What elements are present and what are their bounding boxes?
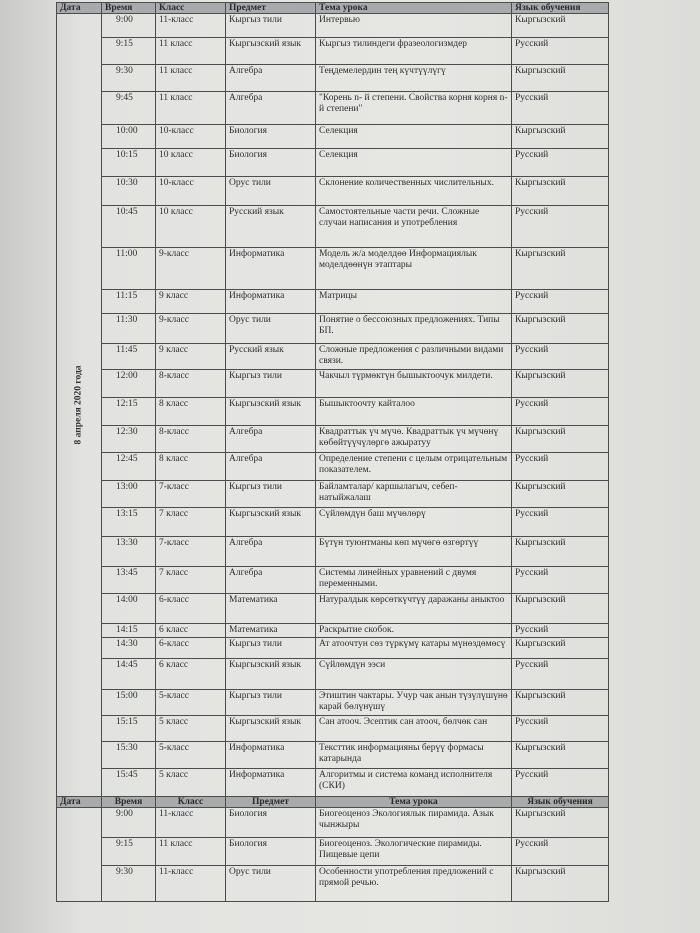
cell-topic: Байламталар/ каршылагыч, себеп-натыйжалаш <box>316 481 512 508</box>
cell-subject: Биология <box>226 125 316 149</box>
cell-topic: Сложные предложения с различными видами связи. <box>316 344 512 370</box>
cell-time: 9:30 <box>102 866 156 902</box>
cell-language: Русский <box>512 290 609 314</box>
cell-subject: Орус тили <box>226 314 316 344</box>
schedule-table <box>56 2 609 902</box>
header-topic: Тема урока <box>316 797 512 808</box>
table-row <box>57 624 609 638</box>
cell-class: 11-класс <box>156 808 226 838</box>
cell-time: 9:45 <box>102 92 156 125</box>
cell-time: 15:30 <box>102 742 156 769</box>
cell-subject: Кыргызский язык <box>226 38 316 65</box>
cell-subject: Кыргызский язык <box>226 716 316 742</box>
cell-subject: Кыргыз тили <box>226 370 316 398</box>
header-language: Язык обучения <box>512 797 609 808</box>
table-row <box>57 426 609 453</box>
table-row <box>57 716 609 742</box>
cell-language: Кыргызский <box>512 481 609 508</box>
cell-time: 15:45 <box>102 769 156 797</box>
cell-class: 9 класс <box>156 344 226 370</box>
cell-class: 5 класс <box>156 716 226 742</box>
table-row <box>57 742 609 769</box>
cell-subject: Кыргыз тили <box>226 690 316 716</box>
cell-language: Кыргызский <box>512 370 609 398</box>
cell-topic: Склонение количественных числительных. <box>316 177 512 206</box>
cell-time: 11:30 <box>102 314 156 344</box>
cell-time: 10:15 <box>102 149 156 177</box>
cell-topic: Сүйлөмдүн ээси <box>316 659 512 690</box>
header-row <box>57 3 609 14</box>
cell-class: 11-класс <box>156 866 226 902</box>
cell-time: 15:15 <box>102 716 156 742</box>
cell-language: Кыргызский <box>512 742 609 769</box>
cell-time: 14:30 <box>102 638 156 659</box>
table-row <box>57 638 609 659</box>
cell-class: 9 класс <box>156 290 226 314</box>
cell-time: 9:15 <box>102 38 156 65</box>
header-date: Дата <box>57 3 102 14</box>
cell-time: 14:00 <box>102 594 156 624</box>
cell-topic: Сүйлөмдүн баш мүчөлөрү <box>316 508 512 537</box>
cell-language: Кыргызский <box>512 426 609 453</box>
table-row <box>57 537 609 567</box>
cell-topic: Самостоятельные части речи. Сложные случаи написания и употребления <box>316 206 512 248</box>
cell-language: Русский <box>512 344 609 370</box>
cell-class: 6-класс <box>156 638 226 659</box>
cell-language: Русский <box>512 398 609 426</box>
cell-time: 12:00 <box>102 370 156 398</box>
cell-topic: Матрицы <box>316 290 512 314</box>
cell-time: 14:15 <box>102 624 156 638</box>
cell-subject: Орус тили <box>226 866 316 902</box>
cell-subject: Информатика <box>226 248 316 290</box>
cell-subject: Кыргызский язык <box>226 398 316 426</box>
table-row <box>57 594 609 624</box>
cell-subject: Кыргызский язык <box>226 659 316 690</box>
cell-class: 10-класс <box>156 177 226 206</box>
cell-time: 13:45 <box>102 567 156 594</box>
cell-subject: Информатика <box>226 290 316 314</box>
cell-topic: Системы линейных уравнений с двумя переменными. <box>316 567 512 594</box>
cell-topic: Биогеоценоз Экологиялык пирамида. Азык чынжыры <box>316 808 512 838</box>
cell-language: Русский <box>512 624 609 638</box>
cell-language: Кыргызский <box>512 638 609 659</box>
cell-time: 10:45 <box>102 206 156 248</box>
header-language: Язык обучения <box>512 3 609 14</box>
cell-class: 11-класс <box>156 14 226 38</box>
cell-subject: Информатика <box>226 742 316 769</box>
cell-topic: Селекция <box>316 125 512 149</box>
cell-class: 11 класс <box>156 838 226 866</box>
date-cell <box>57 808 102 902</box>
cell-topic: Этиштин чактары. Учур чак анын түзүлүшүнө карай бөлүнүшү <box>316 690 512 716</box>
cell-topic: Понятие о бессоюзных предложениях. Типы БП. <box>316 314 512 344</box>
cell-language: Кыргызский <box>512 65 609 92</box>
cell-class: 8 класс <box>156 398 226 426</box>
cell-language: Кыргызский <box>512 314 609 344</box>
cell-language: Кыргызский <box>512 690 609 716</box>
cell-class: 7-класс <box>156 537 226 567</box>
cell-time: 9:00 <box>102 14 156 38</box>
header-class: Класс <box>156 3 226 14</box>
cell-class: 9-класс <box>156 248 226 290</box>
cell-language: Кыргызский <box>512 866 609 902</box>
header-topic: Тема урока <box>316 3 512 14</box>
table-row <box>57 314 609 344</box>
cell-subject: Кыргыз тили <box>226 481 316 508</box>
table-row <box>57 508 609 537</box>
cell-class: 11 класс <box>156 92 226 125</box>
header-time: Время <box>102 3 156 14</box>
cell-subject: Алгебра <box>226 65 316 92</box>
cell-topic: Раскрытие скобок. <box>316 624 512 638</box>
cell-subject: Орус тили <box>226 177 316 206</box>
cell-language: Русский <box>512 508 609 537</box>
date-label: 8 апреля 2020 года <box>73 365 84 445</box>
cell-class: 7-класс <box>156 481 226 508</box>
table-row <box>57 248 609 290</box>
table-row <box>57 567 609 594</box>
cell-subject: Кыргыз тили <box>226 14 316 38</box>
cell-subject: Алгебра <box>226 426 316 453</box>
cell-language: Кыргызский <box>512 177 609 206</box>
table-row <box>57 14 609 38</box>
cell-time: 11:00 <box>102 248 156 290</box>
cell-time: 12:30 <box>102 426 156 453</box>
cell-subject: Биология <box>226 838 316 866</box>
cell-language: Русский <box>512 716 609 742</box>
cell-subject: Кыргызский язык <box>226 508 316 537</box>
cell-class: 8-класс <box>156 370 226 398</box>
cell-subject: Алгебра <box>226 537 316 567</box>
cell-class: 5-класс <box>156 690 226 716</box>
table-row <box>57 769 609 797</box>
cell-class: 10 класс <box>156 149 226 177</box>
table-row <box>57 125 609 149</box>
cell-class: 5-класс <box>156 742 226 769</box>
cell-time: 10:00 <box>102 125 156 149</box>
table-row <box>57 344 609 370</box>
cell-time: 10:30 <box>102 177 156 206</box>
cell-subject: Биология <box>226 808 316 838</box>
cell-subject: Биология <box>226 149 316 177</box>
cell-class: 10 класс <box>156 206 226 248</box>
table-row <box>57 149 609 177</box>
cell-language: Кыргызский <box>512 808 609 838</box>
cell-time: 13:15 <box>102 508 156 537</box>
cell-topic: Интервью <box>316 14 512 38</box>
cell-time: 11:15 <box>102 290 156 314</box>
table-row <box>57 206 609 248</box>
cell-topic: Модель ж/а моделдөө Информациялык моделдөөнүн этаптары <box>316 248 512 290</box>
cell-topic: Сан атооч. Эсептик сан атооч, бөлчөк сан <box>316 716 512 742</box>
cell-time: 15:00 <box>102 690 156 716</box>
cell-language: Кыргызский <box>512 248 609 290</box>
cell-topic: Селекция <box>316 149 512 177</box>
cell-time: 9:30 <box>102 65 156 92</box>
cell-time: 9:15 <box>102 838 156 866</box>
cell-class: 5 класс <box>156 769 226 797</box>
cell-topic: Биогеоценоз. Экологические пирамиды. Пищевые цепи <box>316 838 512 866</box>
cell-class: 9-класс <box>156 314 226 344</box>
cell-class: 10-класс <box>156 125 226 149</box>
header-subject: Предмет <box>226 797 316 808</box>
cell-language: Русский <box>512 453 609 481</box>
cell-subject: Математика <box>226 594 316 624</box>
cell-class: 6-класс <box>156 594 226 624</box>
table-row <box>57 92 609 125</box>
cell-language: Русский <box>512 149 609 177</box>
cell-class: 11 класс <box>156 38 226 65</box>
cell-class: 7 класс <box>156 567 226 594</box>
cell-class: 8-класс <box>156 426 226 453</box>
header-subject: Предмет <box>226 3 316 14</box>
cell-subject: Русский язык <box>226 344 316 370</box>
cell-topic: Алгоритмы и система команд исполнителя (СКИ) <box>316 769 512 797</box>
table-row <box>57 38 609 65</box>
cell-language: Кыргызский <box>512 125 609 149</box>
cell-language: Кыргызский <box>512 594 609 624</box>
cell-language: Кыргызский <box>512 14 609 38</box>
table-row <box>57 481 609 508</box>
cell-topic: Кыргыз тилиндеги фразеологизмдер <box>316 38 512 65</box>
cell-time: 11:45 <box>102 344 156 370</box>
cell-subject: Алгебра <box>226 92 316 125</box>
table-row <box>57 659 609 690</box>
cell-subject: Кыргыз тили <box>226 638 316 659</box>
table-row <box>57 453 609 481</box>
cell-subject: Алгебра <box>226 453 316 481</box>
cell-class: 7 класс <box>156 508 226 537</box>
cell-class: 11 класс <box>156 65 226 92</box>
cell-topic: Ат атоочтун сөз түркүмү катары мүнөздөмөсү <box>316 638 512 659</box>
cell-subject: Информатика <box>226 769 316 797</box>
cell-language: Кыргызский <box>512 537 609 567</box>
table-row <box>57 290 609 314</box>
table-row <box>57 866 609 902</box>
cell-language: Русский <box>512 659 609 690</box>
cell-topic: Чакчыл түрмөктүн бышыктоочук милдети. <box>316 370 512 398</box>
cell-topic: Тексттик информацияны берүү формасы катарында <box>316 742 512 769</box>
cell-time: 12:45 <box>102 453 156 481</box>
cell-subject: Алгебра <box>226 567 316 594</box>
table-row <box>57 65 609 92</box>
cell-language: Русский <box>512 567 609 594</box>
cell-language: Русский <box>512 838 609 866</box>
header-date: Дата <box>57 797 102 808</box>
cell-language: Русский <box>512 206 609 248</box>
cell-language: Русский <box>512 38 609 65</box>
cell-topic: Бүтүн туюнтманы көп мүчөгө өзгөртүү <box>316 537 512 567</box>
cell-topic: Натуралдык көрсөткүчтүү даражаны аныктоо <box>316 594 512 624</box>
table-row <box>57 177 609 206</box>
cell-topic: Определение степени с целым отрицательным показателем. <box>316 453 512 481</box>
cell-time: 9:00 <box>102 808 156 838</box>
cell-language: Русский <box>512 92 609 125</box>
cell-time: 13:00 <box>102 481 156 508</box>
table-row <box>57 690 609 716</box>
table-row <box>57 370 609 398</box>
cell-subject: Русский язык <box>226 206 316 248</box>
table-row <box>57 398 609 426</box>
cell-class: 8 класс <box>156 453 226 481</box>
cell-time: 12:15 <box>102 398 156 426</box>
table-row <box>57 838 609 866</box>
cell-class: 6 класс <box>156 659 226 690</box>
cell-topic: Квадраттык үч мүчө. Квадраттык үч мүчөнү көбөйтүүчүлөргө ажыратуу <box>316 426 512 453</box>
header-row <box>57 797 609 808</box>
cell-topic: Теңдемелердин тең күчтүүлүгү <box>316 65 512 92</box>
cell-topic: Особенности употребления предложений с прямой речью. <box>316 866 512 902</box>
cell-topic: "Корень n- й степени. Свойства корня корня n-й степени" <box>316 92 512 125</box>
header-class: Класс <box>156 797 226 808</box>
table-row <box>57 808 609 838</box>
cell-time: 13:30 <box>102 537 156 567</box>
cell-class: 6 класс <box>156 624 226 638</box>
cell-time: 14:45 <box>102 659 156 690</box>
date-cell <box>57 14 102 797</box>
cell-language: Русский <box>512 769 609 797</box>
cell-topic: Бышыктоочту кайталоо <box>316 398 512 426</box>
cell-subject: Математика <box>226 624 316 638</box>
header-time: Время <box>102 797 156 808</box>
